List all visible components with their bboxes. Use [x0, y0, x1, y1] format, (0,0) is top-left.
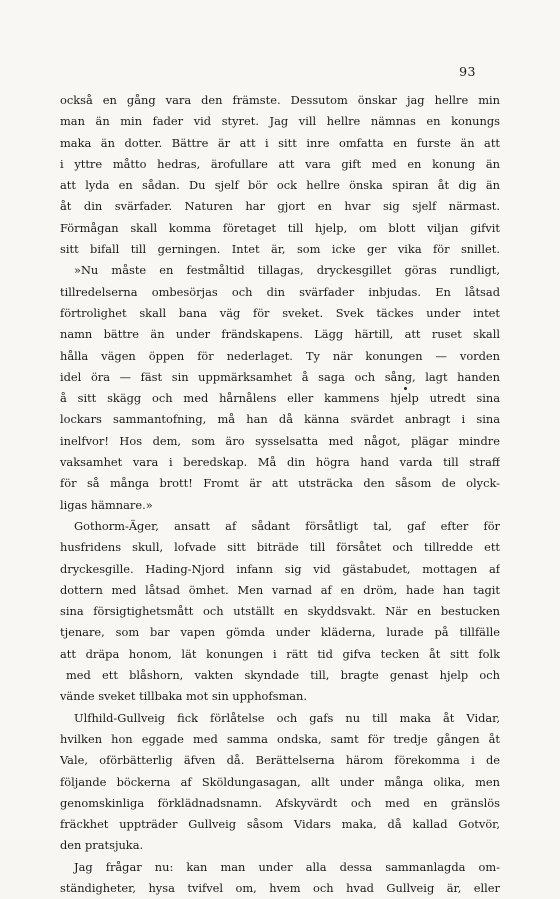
text-line: å sitt skägg och med hårnålens eller kammens hjelp utredt sina	[60, 391, 500, 406]
text-line: tjenare, som bar vapen gömda under kläderna, lurade på tillfälle	[60, 625, 500, 640]
text-line: hvilken hon eggade med samma ondska, samt för tredje gången åt	[60, 731, 500, 746]
text-line: genomskinliga förklädnadsnamn. Afskyvärdt och med en gränslös	[60, 795, 500, 810]
text-line: man än min fader vid styret. Jag vill hellre nämnas en konungs	[60, 114, 500, 129]
text-line: Ulfhild-Gullveig fick förlåtelse och gafs nu till maka åt Vidar,	[74, 710, 500, 725]
text-line: idel öra — fäst sin uppmärksamhet å saga och sång, lagt handen	[60, 369, 500, 384]
text-line: förtrolighet skall bana väg för sveket. Svek täckes under intet	[60, 305, 500, 320]
text-line: Vale, oförbätterlig äfven då. Berättelserna härom förekomma i de	[60, 753, 500, 768]
text-line: åt din svärfader. Naturen har gjort en hvar sig sjelf närmast.	[60, 199, 500, 214]
text-line: hålla vägen öppen för nederlaget. Ty när konungen — vorden	[60, 348, 500, 363]
text-line: att dräpa honom, lät konungen i rätt tid gifva tecken åt sitt folk	[60, 646, 500, 661]
text-line: sitt bifall till gerningen. Intet är, som icke ger vika för snillet.	[60, 242, 500, 257]
text-line: fräckhet uppträder Gullveig såsom Vidars maka, då kallad Gotvör,	[60, 817, 500, 832]
text-line: maka än dotter. Bättre är att i sitt inre omfatta en furste än att	[60, 135, 500, 150]
text-line: dryckesgille. Hading-Njord infann sig vid gästabudet, mottagen af	[60, 561, 500, 576]
text-line: namn bättre än under frändskapens. Lägg härtill, att ruset skall	[60, 327, 500, 342]
text-line: i yttre måtto hedras, ärofullare att vara gift med en konung än	[60, 156, 500, 171]
text-line: vaksamhet vara i beredskap. Må din högra hand varda till straff	[60, 455, 500, 470]
page-number: 93	[459, 64, 476, 79]
text-line: den pratsjuka.	[60, 838, 144, 853]
text-line: tillredelserna ombesörjas och din svärfader inbjudas. En låtsad	[60, 284, 500, 299]
text-line: också en gång vara den främste. Dessutom önskar jag hellre min	[60, 93, 500, 107]
text-line: lockars sammantofning, må han då känna svärdet anbragt i sina	[60, 412, 500, 427]
text-line: följande böckerna af Sköldungasagan, allt under många olika, men	[60, 774, 500, 789]
text-line: »Nu måste en festmåltid tillagas, dryckesgillet göras rundligt,	[74, 263, 500, 278]
body-text	[60, 90, 500, 899]
text-line: dottern med låtsad ömhet. Men varnad af en dröm, hade han tagit	[60, 582, 500, 597]
text-line: Gothorm-Äger, ansatt af sådant försåtligt tal, gaf efter för	[74, 518, 500, 533]
text-line: inelfvor! Hos dem, som äro sysselsatta med något, plägar mindre	[60, 433, 500, 448]
text-line: vände sveket tillbaka mot sin upphofsman.	[60, 689, 308, 704]
text-line: sina försigtighetsmått och utställt en skyddsvakt. När en bestucken	[60, 604, 500, 619]
text-line: husfridens skull, lofvade sitt biträde till försåtet och tillredde ett	[60, 540, 500, 555]
text-line: Jag frågar nu: kan man under alla dessa sammanlagda om-	[74, 859, 500, 874]
text-line: ligas hämnare.»	[60, 497, 153, 512]
text-line: ständigheter, hysa tvifvel om, hvem och hvad Gullveig är, eller	[60, 880, 500, 895]
ink-speck	[404, 387, 407, 390]
text-line: för så många brott! Fromt är att utsträcka den såsom de olyck-	[60, 476, 500, 491]
text-line: Förmågan skall komma företaget till hjelp, om blott viljan gifvit	[60, 220, 500, 235]
text-line: att lyda en sådan. Du sjelf bör ock hellre önska spiran åt dig än	[60, 178, 500, 193]
text-line: med ett blåshorn, vakten skyndade till, bragte genast hjelp och	[66, 668, 500, 683]
